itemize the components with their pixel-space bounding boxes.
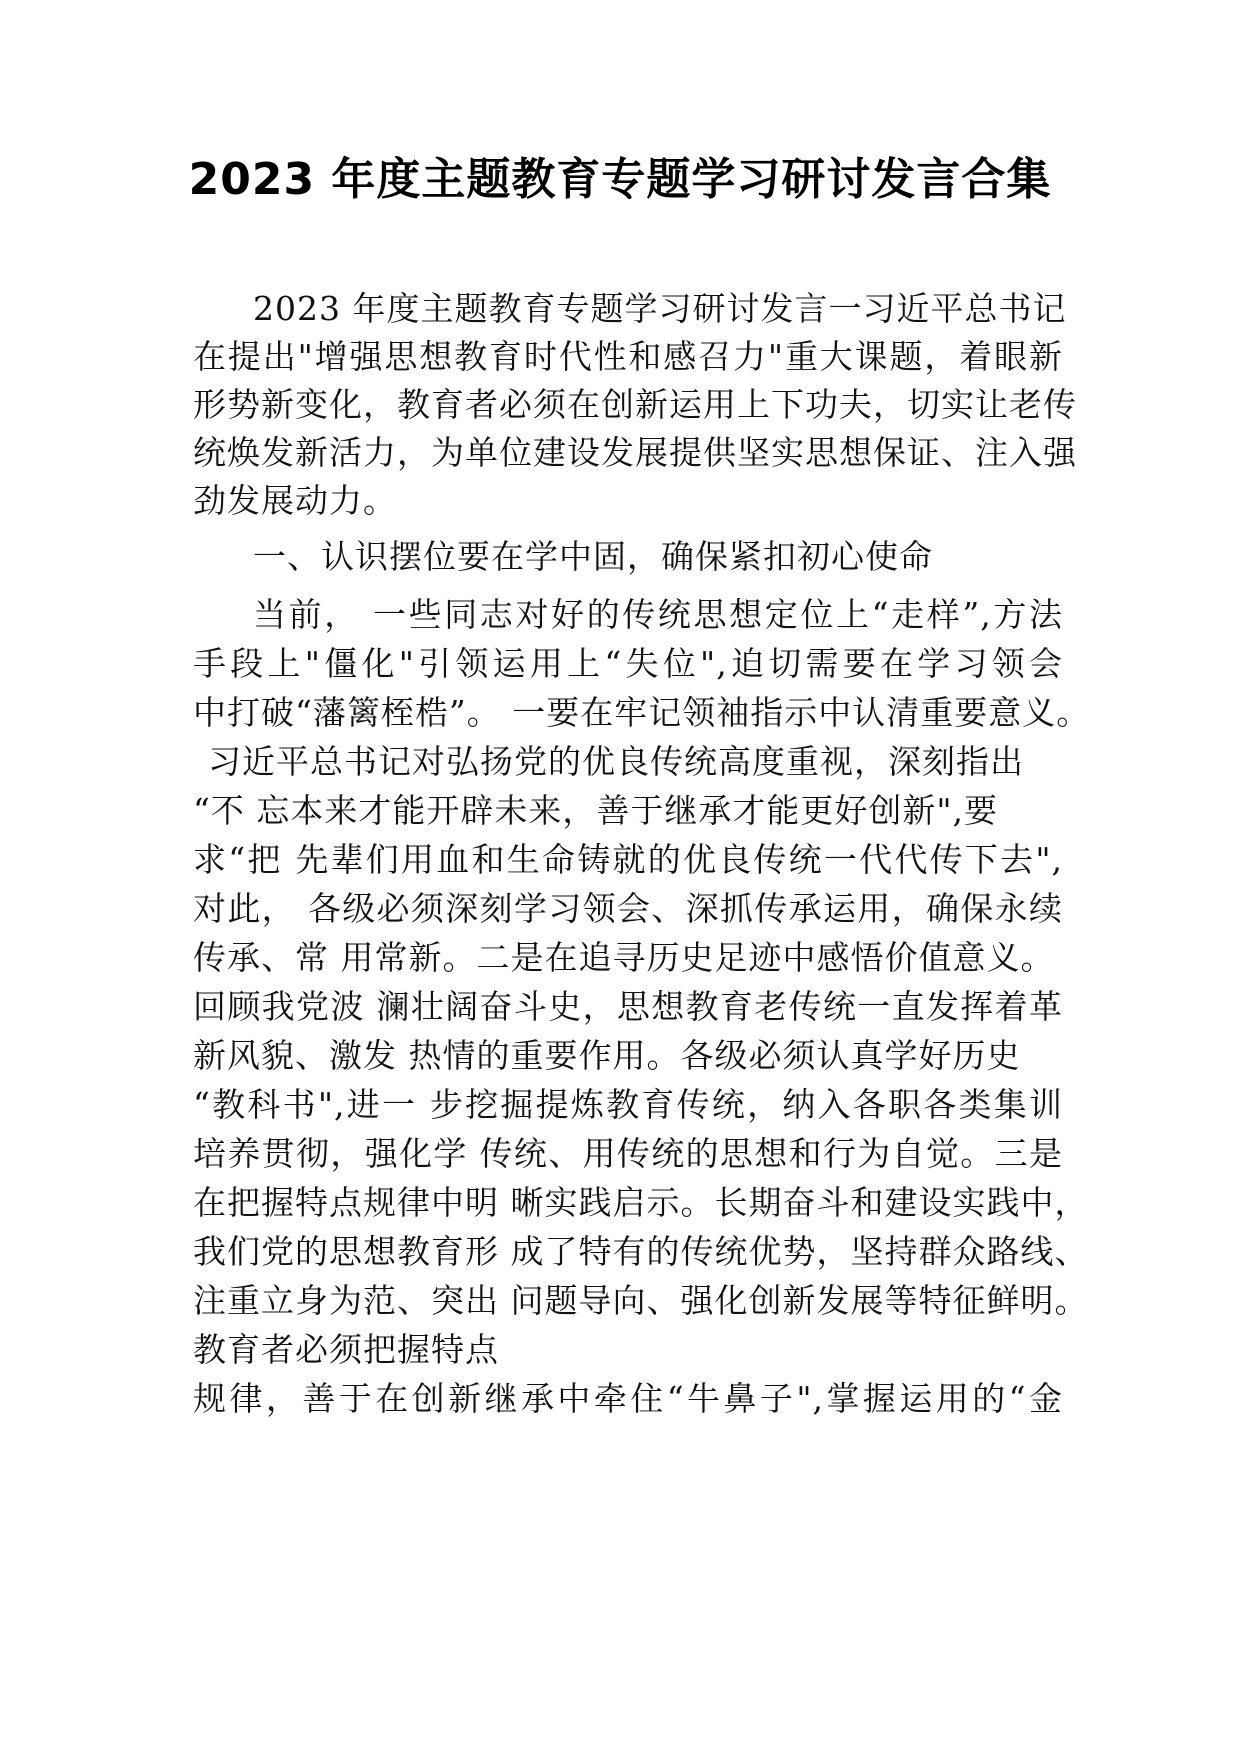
- paragraph-line: 2023 年度主题教育专题学习研讨发言一习近平总书记: [253, 289, 1067, 328]
- paragraph-line: 培养贯彻，强化学 传统、用传统的思想和行为自觉。三是: [193, 1134, 1063, 1173]
- paragraph-line: 形势新变化，教育者必须在创新运用上下功夫，切实让老传: [193, 385, 1077, 424]
- paragraph-line: 习近平总书记对弘扬党的优良传统高度重视，深刻指出: [208, 742, 1024, 781]
- paragraph-line: “不 忘本来才能开辟未来，善于继承才能更好创新",要: [193, 791, 999, 830]
- paragraph-line: 注重立身为范、突出 问题导向、强化创新发展等特征鲜明。: [193, 1281, 1089, 1320]
- paragraph-line: 在把握特点规律中明 晰实践启示。长期奋斗和建设实践中，: [193, 1183, 1089, 1222]
- paragraph-line: 规律，善于在创新继承中牵住“牛鼻子",掌握运用的“金: [193, 1379, 1063, 1418]
- paragraph-line: 在提出"增强思想教育时代性和感召力"重大课题，着眼新: [193, 337, 1063, 376]
- paragraph-line: 手段上"僵化"引领运用上“失位",迫切需要在学习领会: [193, 644, 1063, 683]
- paragraph-line: 当前， 一些同志对好的传统思想定位上“走样”,方法: [253, 595, 1063, 634]
- paragraph-line: 传承、常 用常新。二是在追寻历史足迹中感悟价值意义。: [193, 938, 1055, 977]
- paragraph-line: 劲发展动力。: [193, 481, 397, 520]
- paragraph-line: “教科书",进一 步挖掘提炼教育传统，纳入各职各类集训: [193, 1085, 1063, 1124]
- paragraph-line: 统焕发新活力，为单位建设发展提供坚实思想保证、注入强: [193, 433, 1077, 472]
- section-heading: 一、认识摆位要在学中固，确保紧扣初心使命: [253, 537, 933, 576]
- paragraph-line: 对此， 各级必须深刻学习领会、深抓传承运用，确保永续: [193, 889, 1063, 928]
- paragraph-line: 求“把 先辈们用血和生命铸就的优良传统一代代传下去",: [193, 840, 1063, 879]
- paragraph-line: 教育者必须把握特点: [193, 1330, 499, 1369]
- paragraph-line: 我们党的思想教育形 成了特有的传统优势，坚持群众路线、: [193, 1232, 1089, 1271]
- paragraph-line: 回顾我党波 澜壮阔奋斗史，思想教育老传统一直发挥着革: [193, 987, 1063, 1026]
- paragraph-line: 中打破“藩篱桎梏”。 一要在牢记领袖指示中认清重要意义。: [193, 693, 1091, 732]
- document-title: 2023 年度主题教育专题学习研讨发言合集: [188, 154, 1052, 205]
- paragraph-line: 新风貌、激发 热情的重要作用。各级必须认真学好历史: [193, 1036, 1021, 1075]
